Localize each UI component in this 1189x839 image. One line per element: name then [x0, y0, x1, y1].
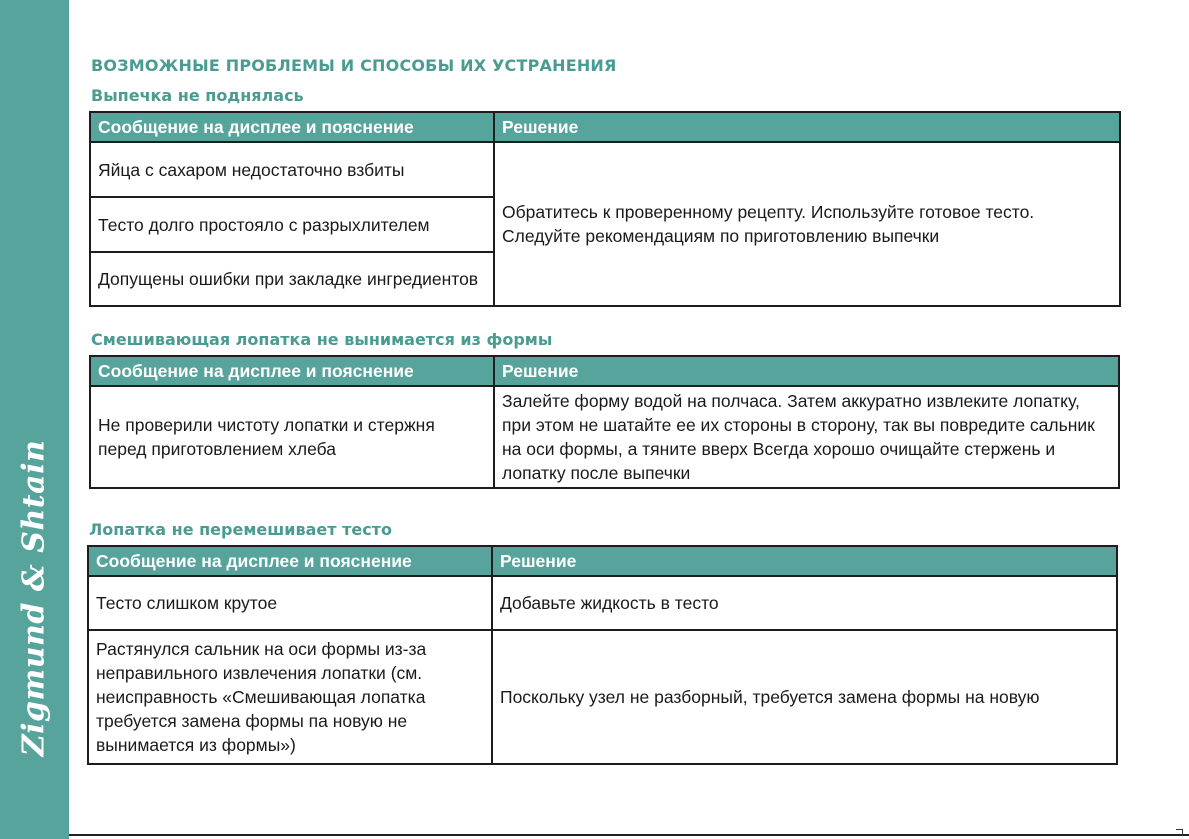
troubleshooting-table-cake-not-risen — [89, 111, 1121, 307]
problem-cell: Тесто слишком крутое — [88, 576, 492, 630]
section-heading-paddle-stuck: Смешивающая лопатка не вынимается из формы — [91, 330, 553, 349]
column-header-problem: Сообщение на дисплее и пояснение — [90, 356, 494, 386]
sidebar-band — [0, 0, 69, 839]
solution-cell: Добавьте жидкость в тесто — [492, 576, 1117, 630]
solution-cell: Обратитесь к проверенному рецепту. Используйте готовое тесто. Следуйте рекомендациям по приготовлению выпечки — [494, 142, 1120, 306]
solution-cell: Поскольку узел не разборный, требуется замена формы на новую — [492, 630, 1117, 764]
troubleshooting-table-paddle-stuck — [89, 355, 1120, 489]
troubleshooting-table-paddle-not-mixing — [87, 545, 1118, 765]
column-header-problem: Сообщение на дисплее и пояснение — [88, 546, 492, 576]
column-header-solution: Решение — [492, 546, 1117, 576]
bottom-rule — [69, 834, 1189, 836]
solution-cell: Залейте форму водой на полчаса. Затем аккуратно извлеките лопатку, при этом не шатайте ее их стороны в сторону, так вы повредите сальник на оси формы, а тяните вверх Всегда хорошо очищайте стержень и лопатку после выпечки — [494, 386, 1119, 488]
problem-cell: Не проверили чистоту лопатки и стержня перед приготовлением хлеба — [90, 386, 494, 488]
table-row — [88, 630, 1117, 764]
table-header-row — [90, 356, 1119, 386]
table-row — [88, 576, 1117, 630]
problem-cell: Допущены ошибки при закладке ингредиентов — [90, 252, 494, 306]
brand-logo: Zigmund & Shtain — [16, 439, 52, 757]
table-row — [90, 386, 1119, 488]
crop-mark — [1176, 829, 1183, 836]
page-title: ВОЗМОЖНЫЕ ПРОБЛЕМЫ И СПОСОБЫ ИХ УСТРАНЕНИЯ — [91, 56, 617, 75]
column-header-solution: Решение — [494, 356, 1119, 386]
column-header-problem: Сообщение на дисплее и пояснение — [90, 112, 494, 142]
table-header-row — [90, 112, 1120, 142]
section-heading-cake-not-risen: Выпечка не поднялась — [91, 86, 304, 105]
table-header-row — [88, 546, 1117, 576]
problem-cell: Растянулся сальник на оси формы из-за неправильного извлечения лопатки (см. неисправность «Смешивающая лопатка требуется замена формы па новую не вынимается из формы») — [88, 630, 492, 764]
section-heading-paddle-not-mixing: Лопатка не перемешивает тесто — [89, 520, 392, 539]
problem-cell: Тесто долго простояло с разрыхлителем — [90, 197, 494, 252]
problem-cell: Яйца с сахаром недостаточно взбиты — [90, 142, 494, 197]
column-header-solution: Решение — [494, 112, 1120, 142]
table-row — [90, 142, 1120, 197]
